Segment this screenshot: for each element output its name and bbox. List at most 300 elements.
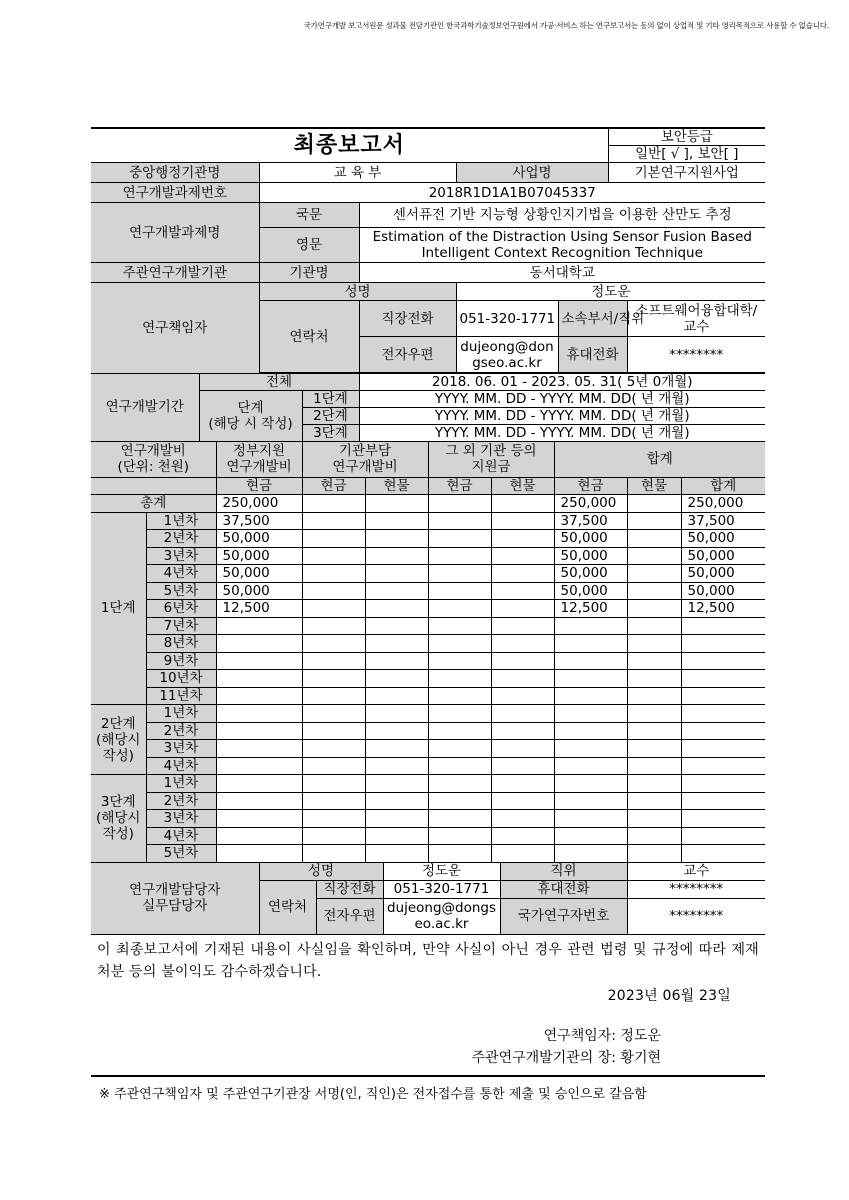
researcher-dept-value: 소프트웨어융합대학/교수 (627, 301, 765, 337)
budget-cell (428, 845, 491, 863)
budget-cell (365, 705, 428, 723)
budget-cell (428, 687, 491, 705)
budget-sum-cash: 50,000 (554, 530, 627, 548)
budget-sum-total (681, 845, 765, 863)
period-stage-label (199, 390, 302, 441)
budget-sum-total (681, 827, 765, 845)
budget-cell (365, 547, 428, 565)
budget-cell (627, 635, 681, 653)
researcher-dept-label: 소속부서/직위 (558, 301, 627, 337)
budget-cell (302, 565, 365, 583)
budget-year-label: 2년차 (146, 792, 216, 810)
budget-cell (365, 845, 428, 863)
budget-stage-2-label-line-3: 작성) (102, 747, 134, 764)
budget-cell (365, 827, 428, 845)
budget-sum-total: 37,500 (681, 512, 765, 530)
budget-gov-cash (216, 722, 302, 740)
signature-researcher: 연구책임자: 정도운 (543, 1027, 661, 1044)
budget-sum-total (681, 670, 765, 688)
budget-cell (491, 547, 554, 565)
budget-sum-cash (554, 810, 627, 828)
budget-cell (627, 530, 681, 548)
budget-gov-cash (216, 792, 302, 810)
org-label: 주관연구개발기관 (91, 263, 259, 283)
staff-office-phone-label: 직장전화 (316, 880, 383, 898)
security-grade-label: 보안등급 (608, 128, 765, 146)
researcher-section-label: 연구책임자 (91, 283, 259, 374)
staff-researcher-no-label: 국가연구자번호 (500, 898, 627, 934)
budget-sum-cash: 50,000 (554, 565, 627, 583)
budget-cell (491, 722, 554, 740)
budget-cell (627, 652, 681, 670)
budget-org-header (302, 441, 428, 477)
budget-sum-cash: 50,000 (554, 547, 627, 565)
budget-cell (428, 792, 491, 810)
budget-sum-cash: 50,000 (554, 582, 627, 600)
budget-row (91, 810, 765, 828)
budget-cell (428, 635, 491, 653)
staff-contact-label: 연락처 (259, 880, 316, 934)
budget-other-cash-header: 현금 (428, 477, 491, 495)
budget-stage-1-label (91, 512, 146, 705)
budget-cell (365, 512, 428, 530)
budget-cell (365, 565, 428, 583)
budget-sum-cash (554, 845, 627, 863)
budget-cell (428, 775, 491, 793)
budget-row (91, 687, 765, 705)
project-number-label: 연구개발과제번호 (91, 183, 259, 203)
budget-cell (627, 740, 681, 758)
budget-cell (365, 792, 428, 810)
budget-cell (302, 845, 365, 863)
budget-gov-cash (216, 740, 302, 758)
budget-row (91, 635, 765, 653)
budget-row (91, 845, 765, 863)
period-stage-note: (해당 시 작성) (208, 415, 293, 432)
researcher-email-label: 전자우편 (359, 337, 456, 373)
budget-cell (491, 775, 554, 793)
budget-gov-cash (216, 757, 302, 775)
budget-cell (365, 600, 428, 618)
researcher-name-value: 정도운 (456, 283, 765, 301)
budget-gov-header (216, 441, 302, 477)
budget-cell (428, 530, 491, 548)
period-total-label: 전체 (199, 373, 359, 390)
period-stage-1-value: YYYY. MM. DD - YYYY. MM. DD( 년 개월) (359, 390, 765, 407)
staff-mobile-value: ******** (627, 880, 765, 898)
researcher-mobile-value: ******** (627, 337, 765, 373)
budget-sum-kind-header: 현물 (627, 477, 681, 495)
budget-cell (428, 547, 491, 565)
staff-email-value: dujeong@dongseo.ac.kr (383, 898, 500, 934)
budget-unit-spacer (91, 477, 216, 495)
budget-cell (365, 582, 428, 600)
budget-row (91, 722, 765, 740)
budget-cell (491, 740, 554, 758)
budget-cell (627, 670, 681, 688)
budget-cell (491, 845, 554, 863)
english-name-line-2: Intelligent Context Recognition Technique (421, 245, 703, 261)
researcher-name-label: 성명 (259, 283, 456, 301)
budget-sum-total-header: 합계 (681, 477, 765, 495)
budget-year-label: 1년차 (146, 512, 216, 530)
copyright-notice: 국가연구개발 보고서원문 성과물 전담기관인 한국과학기술정보연구원에서 가공·서비스 하는 연구보고서는 동의 없이 상업적 및 기타 영리목적으로 사용할 수 없습니다. (303, 21, 829, 30)
budget-cell (365, 635, 428, 653)
staff-email-label: 전자우편 (316, 898, 383, 934)
budget-cell (428, 582, 491, 600)
staff-office-phone-value: 051-320-1771 (383, 880, 500, 898)
budget-gov-cash (216, 617, 302, 635)
budget-cell (365, 670, 428, 688)
budget-sum-cash (554, 722, 627, 740)
budget-cell (627, 617, 681, 635)
budget-sum-total (681, 757, 765, 775)
budget-sum-cash-header: 현금 (554, 477, 627, 495)
staff-name-label: 성명 (259, 862, 383, 880)
staff-mobile-label: 휴대전화 (500, 880, 627, 898)
budget-gov-cash-header: 현금 (216, 477, 302, 495)
budget-stage-1-label-line-1: 1단계 (100, 600, 136, 617)
budget-year-label: 6년차 (146, 600, 216, 618)
budget-org-header-line-1: 기관부담 (338, 443, 392, 459)
budget-cell (491, 582, 554, 600)
signatures (91, 1025, 765, 1069)
budget-row (91, 617, 765, 635)
budget-gov-cash (216, 827, 302, 845)
budget-cell (302, 775, 365, 793)
budget-sum-cash (554, 792, 627, 810)
budget-stage-3-label-line-2: (해당시 (96, 810, 141, 827)
budget-cell (365, 687, 428, 705)
researcher-office-phone-value: 051-320-1771 (456, 301, 558, 337)
budget-cell (302, 810, 365, 828)
budget-cell (302, 792, 365, 810)
budget-cell (302, 495, 365, 513)
budget-cell (428, 757, 491, 775)
budget-sum-cash (554, 687, 627, 705)
budget-other-header-line-1: 그 외 기관 등의 (445, 443, 537, 459)
budget-other-kind-header: 현물 (491, 477, 554, 495)
budget-year-label: 4년차 (146, 757, 216, 775)
security-grade-value: 일반[ √ ], 보안[ ] (608, 146, 765, 163)
budget-sum-total (681, 740, 765, 758)
budget-cell (428, 827, 491, 845)
budget-cell (627, 547, 681, 565)
budget-cell (491, 757, 554, 775)
staff-name-value: 정도운 (383, 862, 500, 880)
budget-stage-2-label (91, 705, 146, 775)
budget-cell (627, 757, 681, 775)
budget-cell (365, 617, 428, 635)
researcher-contact-label: 연락처 (259, 301, 359, 373)
budget-sum-total (681, 687, 765, 705)
budget-cell (428, 670, 491, 688)
budget-row (91, 757, 765, 775)
budget-sum-total (681, 775, 765, 793)
budget-year-label: 4년차 (146, 565, 216, 583)
budget-gov-header-line-1: 정부지원 (232, 443, 286, 459)
budget-cell (302, 827, 365, 845)
budget-cell (428, 512, 491, 530)
budget-cell (491, 530, 554, 548)
budget-gov-cash (216, 652, 302, 670)
budget-cell (365, 652, 428, 670)
budget-gov-cash (216, 810, 302, 828)
budget-cell (365, 530, 428, 548)
budget-gov-cash (216, 845, 302, 863)
budget-cell (491, 810, 554, 828)
budget-cell (302, 547, 365, 565)
budget-sum-total: 12,500 (681, 600, 765, 618)
report-cover-sheet (91, 127, 765, 1102)
staff-table (91, 862, 765, 935)
budget-gov-cash: 50,000 (216, 565, 302, 583)
budget-row (91, 705, 765, 723)
budget-year-label: 7년차 (146, 617, 216, 635)
budget-cell (365, 740, 428, 758)
budget-sum-total (681, 810, 765, 828)
budget-year-label: 1년차 (146, 775, 216, 793)
budget-row (91, 792, 765, 810)
budget-title: 연구개발비 (120, 443, 186, 459)
budget-cell (491, 670, 554, 688)
budget-year-label: 9년차 (146, 652, 216, 670)
budget-gov-cash: 50,000 (216, 582, 302, 600)
org-name-value: 동서대학교 (359, 263, 765, 283)
budget-cell (428, 617, 491, 635)
budget-sum-cash (554, 652, 627, 670)
budget-cell (428, 722, 491, 740)
budget-sum-total: 50,000 (681, 530, 765, 548)
budget-cell (365, 495, 428, 513)
budget-cell (302, 617, 365, 635)
program-label: 사업명 (456, 163, 608, 183)
budget-cell (365, 810, 428, 828)
budget-cell (627, 512, 681, 530)
budget-other-header (428, 441, 554, 477)
budget-row (91, 827, 765, 845)
budget-sum-cash: 12,500 (554, 600, 627, 618)
budget-sum-total (681, 617, 765, 635)
budget-sum-cash (554, 670, 627, 688)
budget-cell (428, 652, 491, 670)
staff-section-line-2: 실무담당자 (142, 898, 208, 914)
budget-stage-3-label-line-3: 작성) (102, 826, 134, 843)
budget-cell (428, 600, 491, 618)
budget-sum-cash (554, 617, 627, 635)
budget-stage-3-label-line-1: 3단계 (100, 794, 136, 811)
staff-researcher-no-value: ******** (627, 898, 765, 934)
budget-sum-cash (554, 757, 627, 775)
budget-org-kind-header: 현물 (365, 477, 428, 495)
budget-org-header-line-2: 연구개발비 (332, 459, 398, 475)
budget-row (91, 775, 765, 793)
budget-cell (491, 687, 554, 705)
budget-cell (627, 792, 681, 810)
budget-cell (302, 530, 365, 548)
budget-year-label: 3년차 (146, 547, 216, 565)
budget-cell (428, 740, 491, 758)
budget-sum-header: 합계 (554, 441, 765, 477)
budget-cell (491, 827, 554, 845)
budget-year-label: 10년차 (146, 670, 216, 688)
budget-section-label (91, 441, 216, 477)
project-name-label: 연구개발과제명 (91, 203, 259, 263)
budget-year-label: 4년차 (146, 827, 216, 845)
researcher-office-phone-label: 직장전화 (359, 301, 456, 337)
budget-org-cash-header: 현금 (302, 477, 365, 495)
budget-gov-cash (216, 775, 302, 793)
budget-sum-total (681, 792, 765, 810)
period-stage-2-value: YYYY. MM. DD - YYYY. MM. DD( 년 개월) (359, 407, 765, 424)
english-name-value (359, 228, 765, 263)
budget-stage-3-label (91, 775, 146, 863)
budget-cell (627, 705, 681, 723)
budget-cell (627, 827, 681, 845)
budget-row (91, 512, 765, 530)
budget-row (91, 530, 765, 548)
budget-cell (491, 635, 554, 653)
budget-cell (491, 705, 554, 723)
korean-name-value: 센서퓨전 기반 지능형 상황인지기법을 이용한 산만도 추정 (359, 203, 765, 228)
budget-sum-cash (554, 740, 627, 758)
budget-cell (627, 565, 681, 583)
research-period-table (91, 373, 765, 442)
budget-row (91, 600, 765, 618)
budget-cell (627, 687, 681, 705)
budget-stage-2-label-line-2: (해당시 (96, 731, 141, 748)
budget-gov-cash (216, 670, 302, 688)
budget-cell (491, 652, 554, 670)
budget-sum-total (681, 722, 765, 740)
budget-year-label: 5년차 (146, 582, 216, 600)
researcher-email-value: dujeong@dongseo.ac.kr (456, 337, 558, 373)
budget-other-header-line-2: 지원금 (471, 459, 511, 475)
budget-cell (491, 512, 554, 530)
project-number-value: 2018R1D1A1B07045337 (259, 183, 765, 203)
budget-sum-cash (554, 705, 627, 723)
budget-sum-total (681, 635, 765, 653)
period-stage-title: 단계 (237, 399, 264, 416)
budget-cell (627, 495, 681, 513)
budget-unit: (단위: 천원) (117, 459, 190, 475)
budget-cell (428, 565, 491, 583)
agency-label: 중앙행정기관명 (91, 163, 259, 183)
declaration (91, 939, 765, 1007)
budget-gov-cash (216, 687, 302, 705)
budget-cell (365, 722, 428, 740)
budget-cell (491, 565, 554, 583)
budget-cell (302, 740, 365, 758)
period-stage-3-label: 3단계 (302, 424, 359, 441)
budget-total-sum-total: 250,000 (681, 495, 765, 513)
english-name-label: 영문 (259, 228, 359, 263)
budget-sum-total: 50,000 (681, 565, 765, 583)
period-stage-2-label: 2단계 (302, 407, 359, 424)
budget-gov-cash: 50,000 (216, 547, 302, 565)
budget-gov-cash (216, 635, 302, 653)
staff-section-label (91, 862, 259, 934)
budget-cell (302, 670, 365, 688)
budget-row (91, 582, 765, 600)
program-value: 기본연구지원사업 (608, 163, 765, 183)
budget-row (91, 565, 765, 583)
budget-year-label: 2년차 (146, 722, 216, 740)
period-section-label: 연구개발기간 (91, 373, 199, 441)
budget-cell (491, 495, 554, 513)
budget-sum-total (681, 652, 765, 670)
budget-cell (302, 600, 365, 618)
budget-sum-total (681, 705, 765, 723)
budget-sum-cash (554, 827, 627, 845)
period-stage-1-label: 1단계 (302, 390, 359, 407)
budget-stage-2-label-line-1: 2단계 (100, 715, 136, 732)
declaration-text: 이 최종보고서에 기재된 내용이 사실임을 확인하며, 만약 사실이 아닌 경우 관련 법령 및 규정에 따라 제재처분 등의 불이익도 감수하겠습니다. (97, 941, 759, 980)
budget-row (91, 670, 765, 688)
budget-cell (627, 845, 681, 863)
budget-row (91, 547, 765, 565)
budget-cell (491, 600, 554, 618)
budget-gov-cash: 12,500 (216, 600, 302, 618)
budget-cell (365, 757, 428, 775)
budget-sum-cash (554, 635, 627, 653)
period-total-value: 2018. 06. 01 - 2023. 05. 31( 5년 0개월) (359, 373, 765, 390)
budget-year-label: 1년차 (146, 705, 216, 723)
budget-row (91, 740, 765, 758)
budget-year-label: 3년차 (146, 810, 216, 828)
budget-cell (302, 722, 365, 740)
budget-table (91, 441, 765, 863)
budget-gov-cash (216, 705, 302, 723)
signature-org-head: 주관연구개발기관의 장: 황기현 (471, 1049, 661, 1066)
budget-year-label: 8년차 (146, 635, 216, 653)
budget-cell (627, 582, 681, 600)
budget-year-label: 11년차 (146, 687, 216, 705)
korean-name-label: 국문 (259, 203, 359, 228)
report-title: 최종보고서 (91, 128, 608, 163)
budget-cell (627, 600, 681, 618)
budget-sum-total: 50,000 (681, 582, 765, 600)
period-stage-3-value: YYYY. MM. DD - YYYY. MM. DD( 년 개월) (359, 424, 765, 441)
budget-cell (627, 775, 681, 793)
budget-cell (302, 652, 365, 670)
staff-position-label: 직위 (500, 862, 627, 880)
budget-cell (491, 617, 554, 635)
budget-sum-total: 50,000 (681, 547, 765, 565)
budget-cell (302, 635, 365, 653)
budget-total-sum-cash: 250,000 (554, 495, 627, 513)
budget-cell (302, 582, 365, 600)
report-info-table (91, 127, 765, 374)
budget-total-gov-cash: 250,000 (216, 495, 302, 513)
budget-sum-cash: 37,500 (554, 512, 627, 530)
budget-cell (627, 810, 681, 828)
budget-cell (302, 512, 365, 530)
declaration-date: 2023년 06월 23일 (607, 987, 731, 1004)
budget-cell (428, 495, 491, 513)
budget-year-label: 3년차 (146, 740, 216, 758)
researcher-mobile-label: 휴대전화 (558, 337, 627, 373)
agency-value: 교 육 부 (259, 163, 456, 183)
budget-gov-cash: 50,000 (216, 530, 302, 548)
budget-total-row (91, 495, 765, 513)
budget-cell (428, 705, 491, 723)
budget-year-label: 2년차 (146, 530, 216, 548)
budget-cell (627, 722, 681, 740)
budget-gov-cash: 37,500 (216, 512, 302, 530)
budget-cell (302, 687, 365, 705)
org-name-label: 기관명 (259, 263, 359, 283)
